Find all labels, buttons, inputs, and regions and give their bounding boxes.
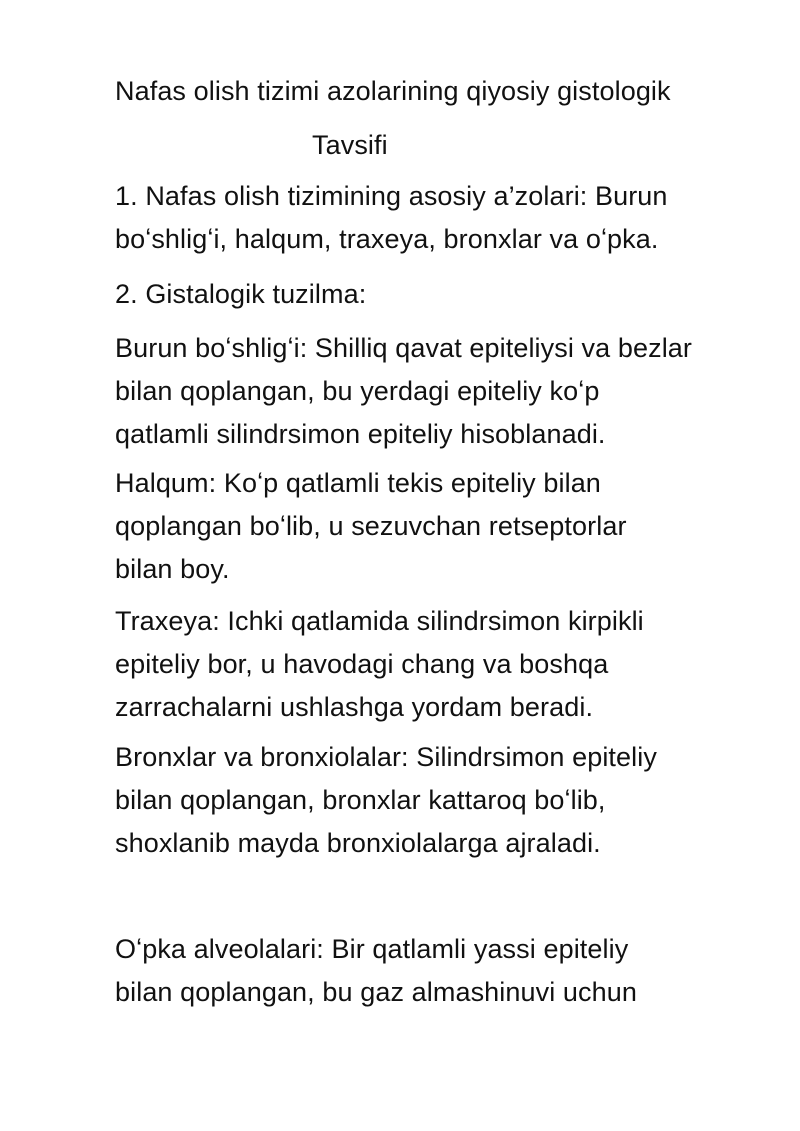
- paragraph-line: qoplangan boʻlib, u sezuvchan retseptorlar: [115, 511, 627, 541]
- paragraph-line: bilan qoplangan, bronxlar kattaroq boʻlib,: [115, 785, 606, 815]
- paragraph-line: shoxlanib mayda bronxiolalarga ajraladi.: [115, 828, 601, 858]
- paragraph-pharynx: [115, 462, 755, 591]
- paragraph-line: zarrachalarni ushlashga yordam beradi.: [115, 692, 594, 722]
- paragraph-line: epiteliy bor, u havodagi chang va boshqa: [115, 649, 609, 679]
- document-title-line-2: Tavsifi: [312, 130, 388, 160]
- paragraph-main-organs: [115, 175, 755, 261]
- paragraph-line: Bronxlar va bronxiolalar: Silindrsimon epiteliy: [115, 742, 657, 772]
- paragraph-bronchi: [115, 736, 755, 865]
- paragraph-line: bilan qoplangan, bu yerdagi epiteliy koʻp: [115, 376, 600, 406]
- paragraph-trachea: [115, 600, 755, 729]
- paragraph-line: 2. Gistalogik tuzilma:: [115, 279, 367, 309]
- paragraph-line: 1. Nafas olish tizimining asosiy a’zolari: Burun: [115, 181, 668, 211]
- paragraph-histological-structure-heading: [115, 273, 755, 316]
- paragraph-nasal-cavity: [115, 327, 755, 456]
- paragraph-line: bilan qoplangan, bu gaz almashinuvi uchun: [115, 977, 637, 1007]
- paragraph-line: bilan boy.: [115, 554, 230, 584]
- paragraph-line: qatlamli silindrsimon epiteliy hisoblanadi.: [115, 419, 606, 449]
- paragraph-line: Traxeya: Ichki qatlamida silindrsimon kirpikli: [115, 606, 644, 636]
- document-title-line-1: Nafas olish tizimi azolarining qiyosiy gistologik: [115, 76, 671, 106]
- paragraph-line: Burun boʻshligʻi: Shilliq qavat epiteliysi va bezlar: [115, 333, 692, 363]
- paragraph-line: Oʻpka alveolalari: Bir qatlamli yassi epiteliy: [115, 934, 629, 964]
- paragraph-line: Halqum: Koʻp qatlamli tekis epiteliy bilan: [115, 468, 601, 498]
- paragraph-line: boʻshligʻi, halqum, traxeya, bronxlar va oʻpka.: [115, 224, 659, 254]
- paragraph-alveoli: [115, 928, 755, 1014]
